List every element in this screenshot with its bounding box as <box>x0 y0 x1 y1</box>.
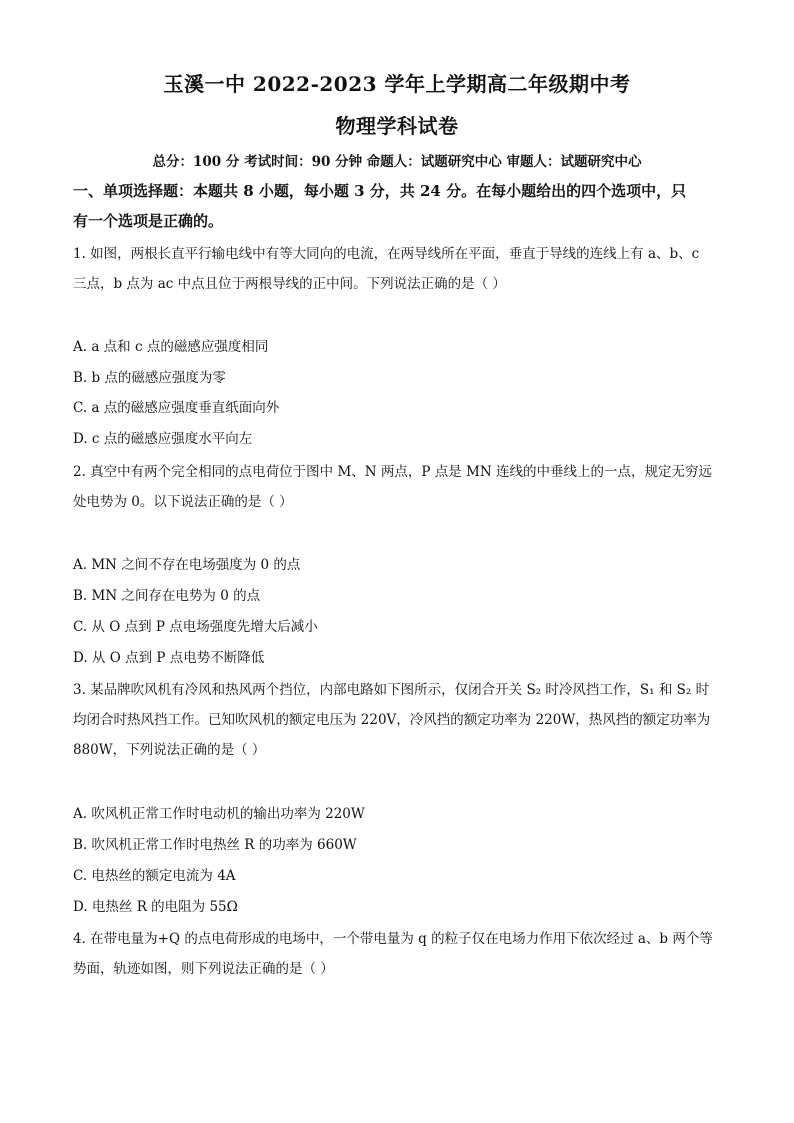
q3-option-b: B. 吹风机正常工作时电热丝 R 的功率为 660W <box>73 837 357 853</box>
q2-stem-line1: 2. 真空中有两个完全相同的点电荷位于图中 M、N 两点，P 点是 MN 连线的中垂线上的一点，规定无穷远 <box>73 464 712 480</box>
exam-title: 玉溪一中 2022-2023 学年上学期高二年级期中考 <box>163 72 631 96</box>
section-heading-line2: 有一个选项是正确的。 <box>73 212 224 230</box>
q3-stem-line3: 880W，下列说法正确的是（ ） <box>73 742 266 758</box>
q4-stem-line1: 4. 在带电量为+Q 的点电荷形成的电场中，一个带电量为 q 的粒子仅在电场力作用下依次经过 a、b 两个等 <box>73 931 713 947</box>
q2-option-d: D. 从 O 点到 P 点电势不断降低 <box>73 650 265 666</box>
exam-subtitle: 物理学科试卷 <box>335 114 459 138</box>
q1-option-b: B. b 点的磁感应强度为零 <box>73 370 226 386</box>
q1-option-d: D. c 点的磁感应强度水平向左 <box>73 431 253 447</box>
q3-option-d: D. 电热丝 R 的电阻为 55Ω <box>73 899 238 915</box>
q3-option-a: A. 吹风机正常工作时电动机的输出功率为 220W <box>73 806 365 822</box>
q3-option-c: C. 电热丝的额定电流为 4A <box>73 868 236 884</box>
q3-stem-line2: 均闭合时热风挡工作。已知吹风机的额定电压为 220V，冷风挡的额定功率为 220W，热风挡的额定功率为 <box>73 712 711 728</box>
q3-stem-line1: 3. 某品牌吹风机有冷风和热风两个挡位，内部电路如下图所示，仅闭合开关 S₂ 时冷风挡工作，S₁ 和 S₂ 时 <box>73 682 710 698</box>
q1-stem-line2: 三点，b 点为 ac 中点且位于两根导线的正中间。下列说法正确的是（ ） <box>73 276 506 292</box>
q1-stem-line1: 1. 如图，两根长直平行输电线中有等大同向的电流，在两导线所在平面，垂直于导线的连线上有 a、b、c <box>73 246 700 262</box>
exam-meta: 总分：100 分 考试时间：90 分钟 命题人：试题研究中心 审题人：试题研究中心 <box>152 154 642 170</box>
section-heading-line1: 一、单项选择题：本题共 8 小题，每小题 3 分，共 24 分。在每小题给出的四个选项中，只 <box>73 182 687 200</box>
q2-stem-line2: 处电势为 0。以下说法正确的是（ ） <box>73 494 293 510</box>
q2-option-c: C. 从 O 点到 P 点电场强度先增大后减小 <box>73 619 318 635</box>
q1-option-a: A. a 点和 c 点的磁感应强度相同 <box>73 339 269 355</box>
q4-stem-line2: 势面，轨迹如图，则下列说法正确的是（ ） <box>73 961 334 977</box>
q2-option-a: A. MN 之间不存在电场强度为 0 的点 <box>73 557 301 573</box>
q2-option-b: B. MN 之间存在电势为 0 的点 <box>73 588 261 604</box>
q1-option-c: C. a 点的磁感应强度垂直纸面向外 <box>73 400 280 416</box>
